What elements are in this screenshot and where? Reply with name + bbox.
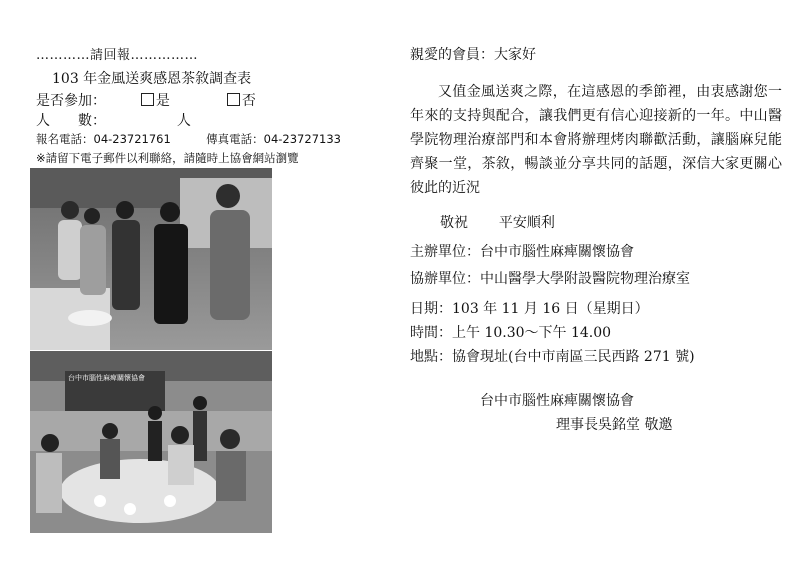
count-unit: 人 xyxy=(176,113,191,129)
yes-label: 是 xyxy=(155,93,170,109)
photo2-banner: 台中市腦性麻痺關懷協會 xyxy=(68,374,145,382)
attend-label: 是否參加： xyxy=(36,93,106,109)
event-photo-2 xyxy=(30,351,272,533)
organizer-line: 主辦單位：台中市腦性麻痺關懷協會 xyxy=(410,244,634,260)
reply-header: …………請回報…………… xyxy=(36,48,199,63)
signature-org: 台中市腦性麻痺關懷協會 xyxy=(480,393,634,409)
note-text: ※請留下電子郵件以利聯絡，請隨時上協會網站瀏覽 xyxy=(36,151,299,165)
phone-text: 報名電話：04-23721761 xyxy=(36,132,171,146)
count-row xyxy=(36,110,191,130)
contact-row xyxy=(36,131,341,147)
survey-title: 103 年金風送爽感恩茶敘調查表 xyxy=(52,71,252,87)
yes-checkbox[interactable] xyxy=(141,93,154,106)
event-time: 時間：上午 10.30～下午 14.00 xyxy=(410,325,612,341)
event-place: 地點：協會現址(台中市南區三民西路 271 號) xyxy=(410,349,695,365)
letter-greeting: 親愛的會員：大家好 xyxy=(410,47,536,63)
no-checkbox[interactable] xyxy=(227,93,240,106)
event-date: 日期：103 年 11 月 16 日（星期日） xyxy=(410,301,649,317)
no-label: 否 xyxy=(241,93,256,109)
blessing-line-2: 平安順利 xyxy=(498,215,555,231)
count-label: 人 數： xyxy=(36,113,106,129)
blessing-line-1: 敬祝 xyxy=(440,215,468,231)
signature-person: 理事長吳銘堂 敬邀 xyxy=(556,417,673,433)
blessing xyxy=(440,212,555,232)
co-organizer-line: 協辦單位：中山醫學大學附設醫院物理治療室 xyxy=(410,271,690,287)
event-photo-1 xyxy=(30,168,272,350)
fax-text: 傳真電話：04-23727133 xyxy=(206,132,341,146)
letter-body: 又值金風送爽之際，在這感恩的季節裡，由衷感謝您一年來的支持與配合，讓我們更有信心迎接新的一年。中山醫學院物理治療部門和本會將辦理烤肉聯歡活動，讓腦麻兒能齊聚一堂，茶敘，暢談並分享共同的話題，深信大家更關心彼此的近況 xyxy=(410,84,782,196)
attend-row xyxy=(36,90,256,110)
